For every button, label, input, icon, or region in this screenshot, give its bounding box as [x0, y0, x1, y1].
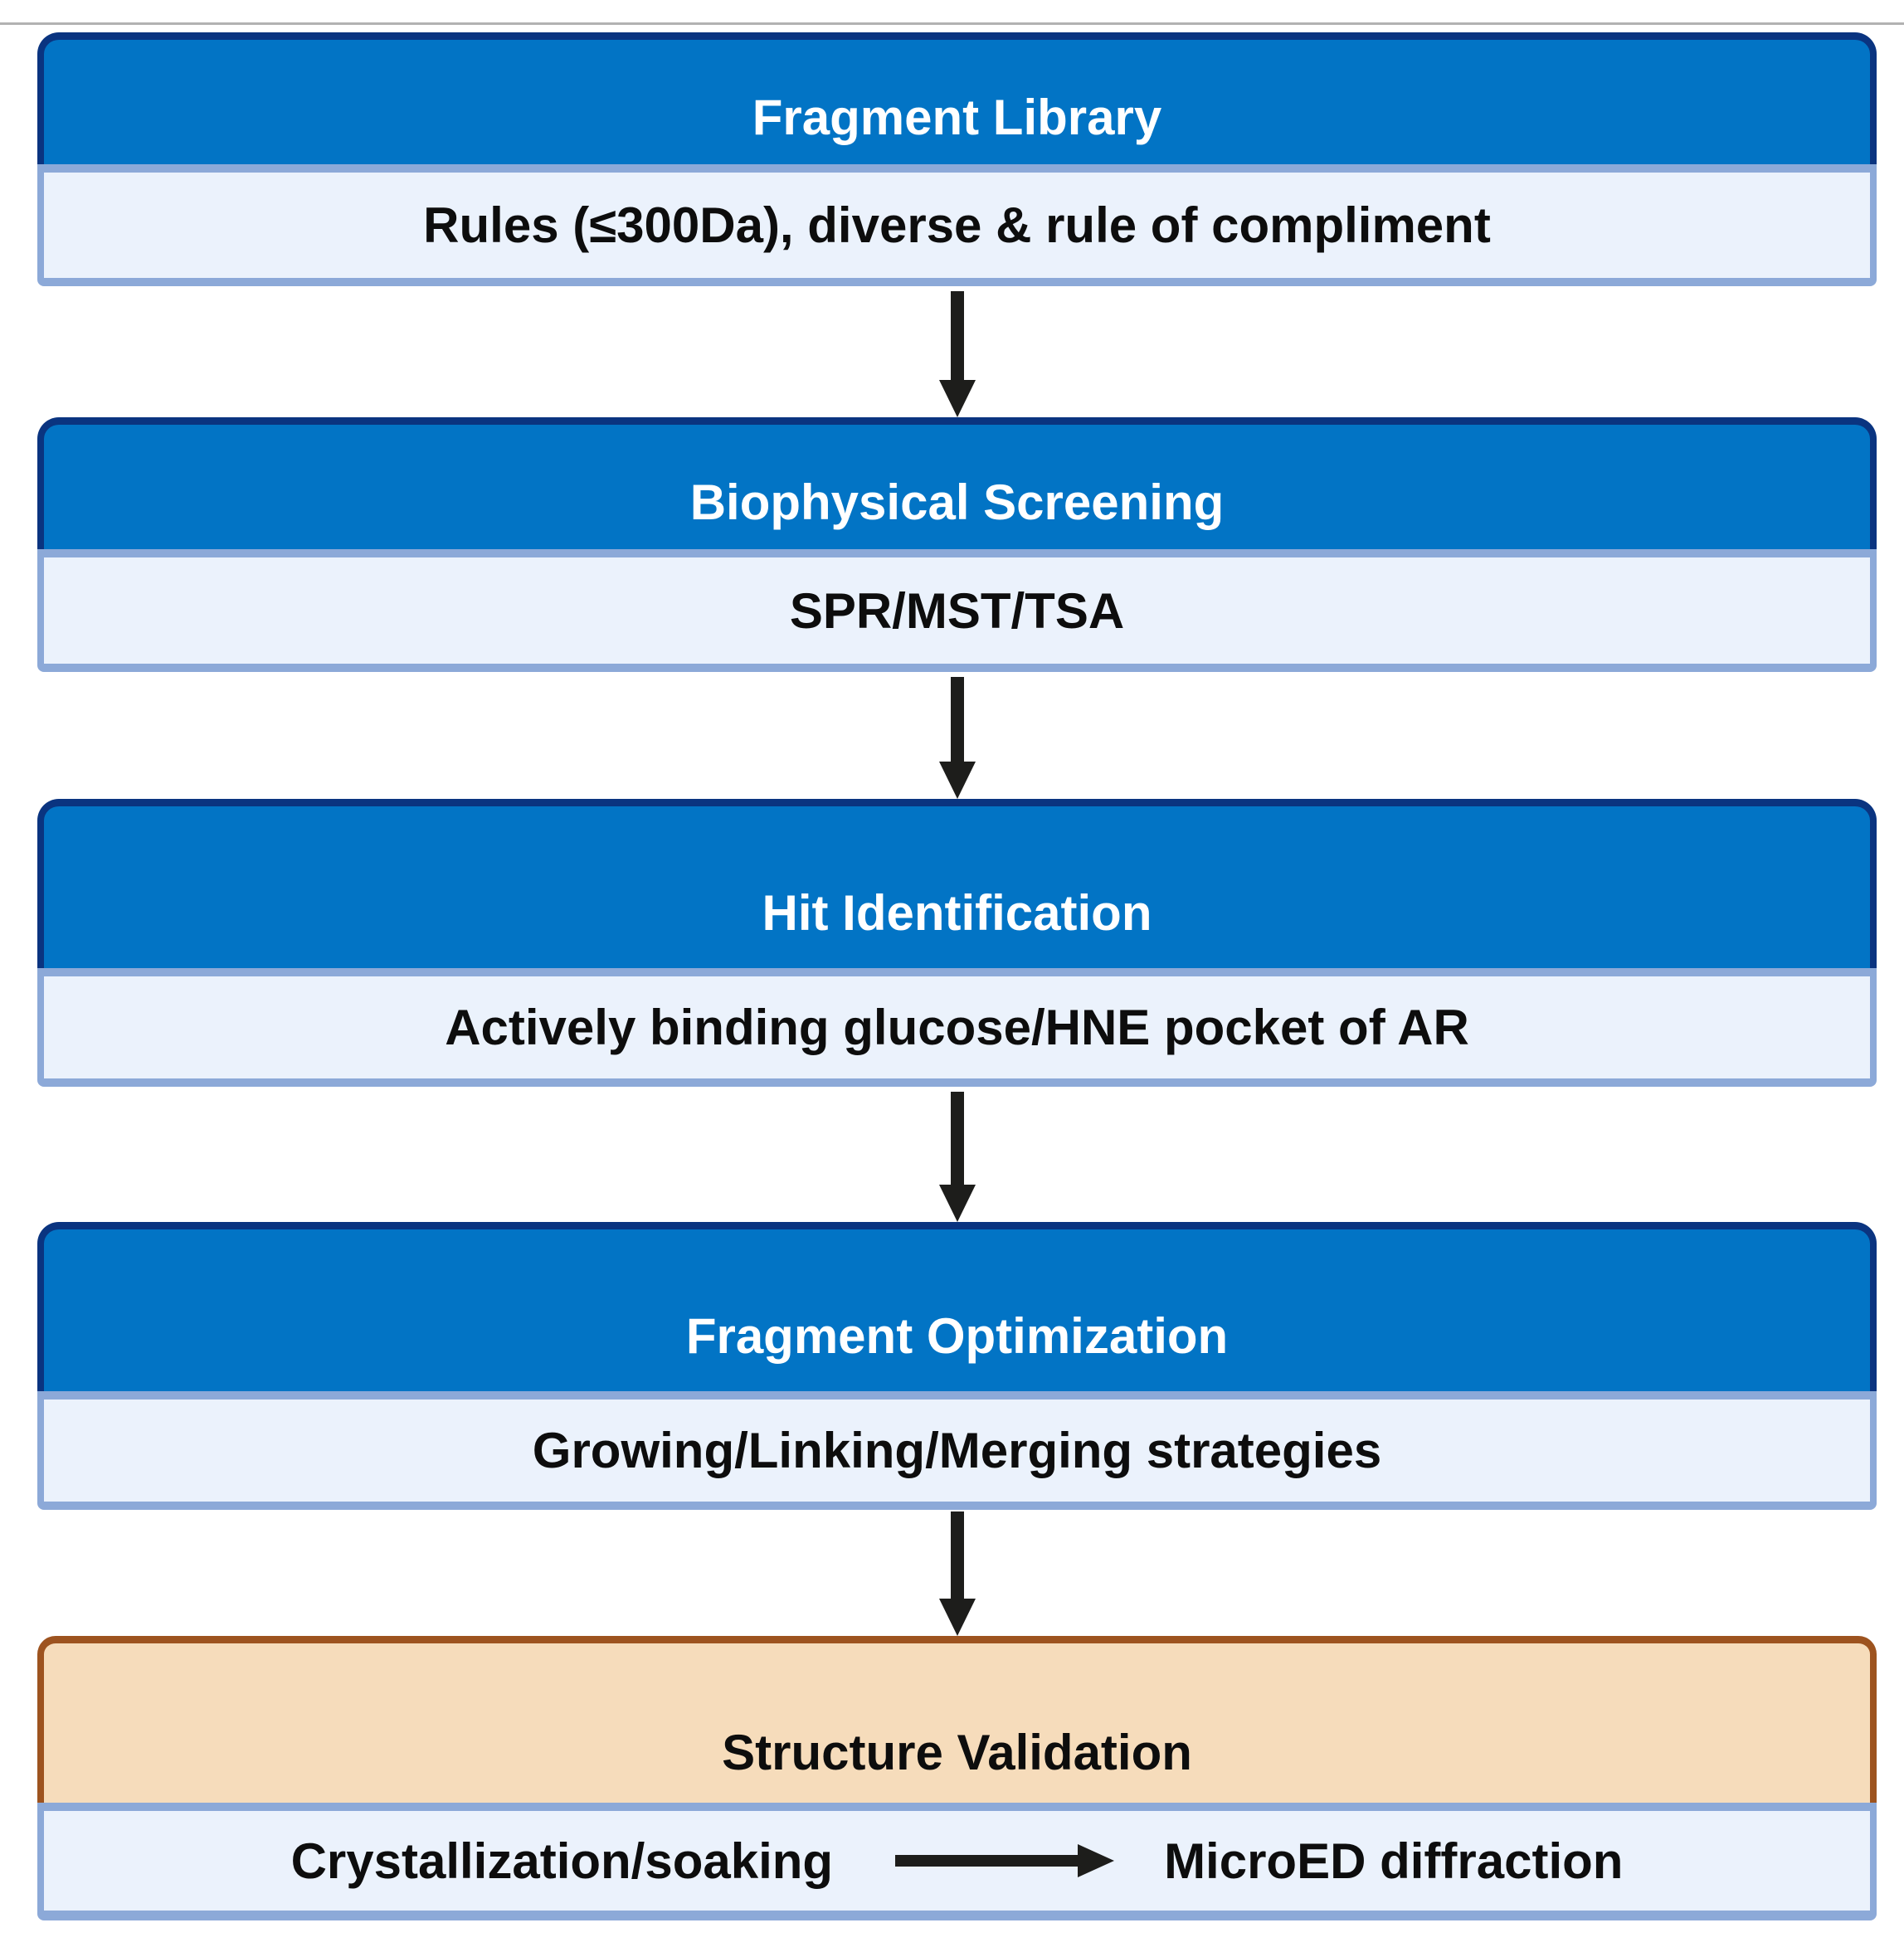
- stage-biophysical-screening: [37, 417, 1877, 672]
- validation-step-microed: MicroED diffraction: [1164, 1833, 1624, 1889]
- arrow-head: [939, 1599, 976, 1636]
- stage-structure-validation: [37, 1636, 1877, 1920]
- stage-body: [37, 549, 1877, 672]
- stage-body: [37, 968, 1877, 1087]
- stage-fragment-optimization: [37, 1222, 1877, 1510]
- page-top-rule: [0, 22, 1904, 25]
- stage-title: Fragment Optimization: [685, 1308, 1229, 1364]
- stage-fragment-library: [37, 32, 1877, 286]
- arrow-shaft: [951, 1092, 964, 1185]
- down-arrow-icon: [939, 1092, 976, 1222]
- fbdd-workflow: [37, 32, 1877, 1920]
- arrow-head: [939, 1185, 976, 1222]
- stage-description: Rules (≤300Da), diverse & rule of compliment: [423, 197, 1491, 253]
- stage-body: [37, 164, 1877, 286]
- validation-steps-row: [44, 1833, 1870, 1890]
- stage-body: [37, 1803, 1877, 1920]
- connector: [37, 1510, 1877, 1636]
- connector: [37, 286, 1877, 417]
- arrow-head: [939, 762, 976, 799]
- arrow-head: [1078, 1844, 1114, 1877]
- stage-header: [37, 799, 1877, 968]
- arrow-shaft: [895, 1855, 1078, 1867]
- stage-description: SPR/MST/TSA: [789, 582, 1125, 639]
- arrow-head: [939, 380, 976, 417]
- connector: [37, 1087, 1877, 1222]
- stage-hit-identification: [37, 799, 1877, 1087]
- down-arrow-icon: [939, 1511, 976, 1636]
- arrow-shaft: [951, 291, 964, 380]
- arrow-shaft: [951, 677, 964, 762]
- down-arrow-icon: [939, 291, 976, 417]
- down-arrow-icon: [939, 677, 976, 799]
- right-arrow-icon: [895, 1844, 1114, 1877]
- stage-description: Actively binding glucose/HNE pocket of AR: [445, 1000, 1469, 1055]
- connector: [37, 672, 1877, 799]
- stage-title: Biophysical Screening: [689, 475, 1225, 530]
- stage-title: Structure Validation: [722, 1725, 1192, 1780]
- stage-title: Fragment Library: [752, 90, 1162, 145]
- stage-header: [37, 1636, 1877, 1803]
- stage-header: [37, 1222, 1877, 1391]
- arrow-shaft: [951, 1511, 964, 1599]
- stage-title: Hit Identification: [762, 885, 1152, 941]
- validation-step-crystallization: Crystallization/soaking: [290, 1833, 834, 1889]
- stage-description: Growing/Linking/Merging strategies: [532, 1423, 1382, 1478]
- stage-header: [37, 32, 1877, 164]
- stage-header: [37, 417, 1877, 549]
- stage-body: [37, 1391, 1877, 1510]
